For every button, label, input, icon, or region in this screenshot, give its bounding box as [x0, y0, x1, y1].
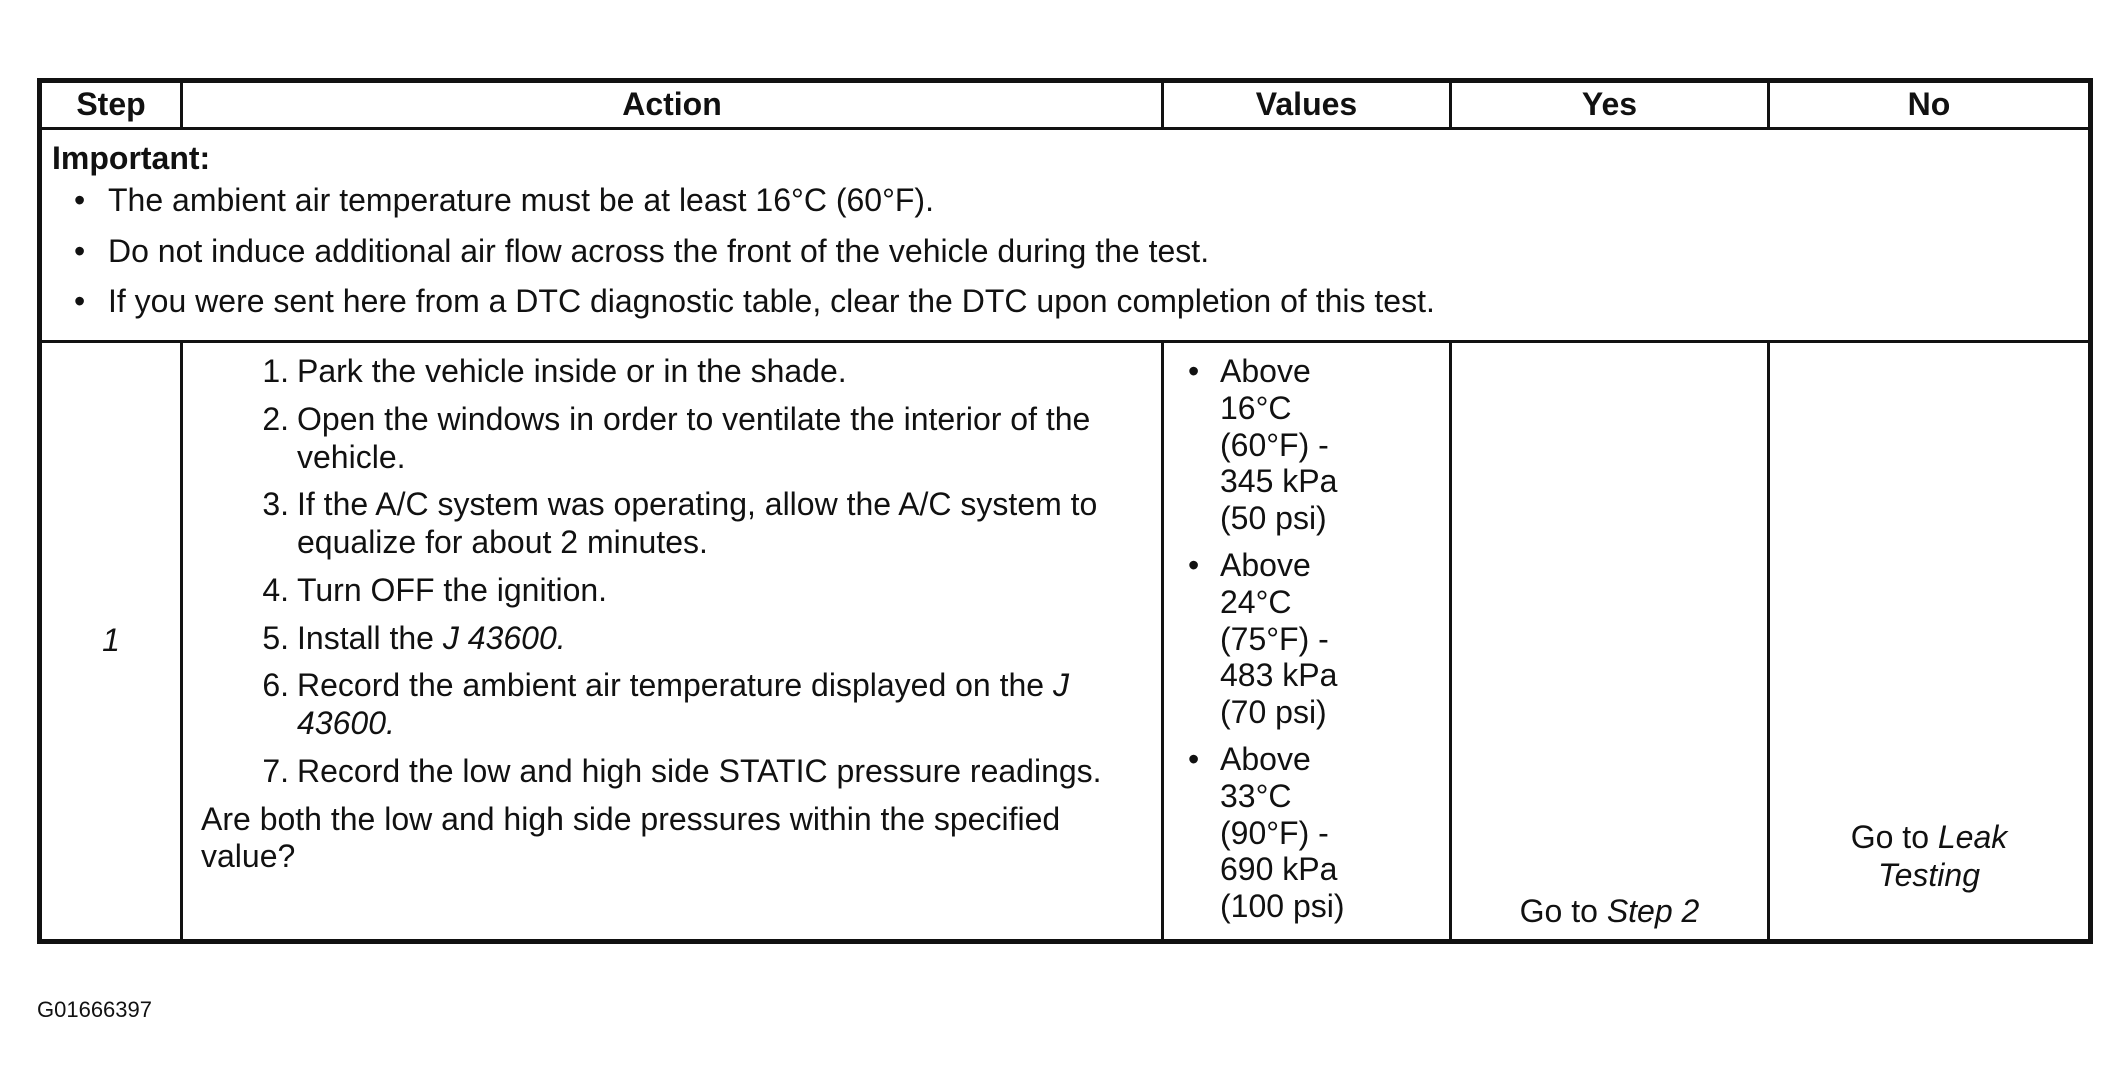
header-values: Values — [1163, 81, 1451, 129]
yes-link[interactable]: Step 2 — [1606, 893, 1700, 930]
action-item — [201, 572, 1143, 610]
important-text: The ambient air temperature must be at least 16°C (60°F). — [108, 181, 934, 218]
value-line: (50 psi) — [1220, 500, 1327, 537]
header-action: Action — [182, 81, 1163, 129]
important-item — [52, 283, 2074, 321]
action-text-suffix: . — [556, 619, 566, 656]
value-line: 16°C — [1220, 389, 1292, 426]
no-prefix: Go to — [1850, 819, 1938, 856]
value-line: 33°C — [1220, 777, 1292, 814]
value-line: (75°F) - — [1220, 620, 1329, 657]
action-list — [201, 353, 1143, 791]
important-text: If you were sent here from a DTC diagnostic table, clear the DTC upon completion of this test. — [108, 283, 1435, 320]
important-title: Important: — [52, 140, 211, 176]
value-line: Above — [1220, 740, 1311, 777]
action-number: 4. — [262, 571, 289, 608]
no-cell — [1769, 342, 2091, 942]
action-item — [201, 620, 1143, 658]
step-number: 1 — [40, 342, 182, 942]
action-number: 5. — [262, 619, 289, 656]
step-question: Are both the low and high side pressures within the specified value? — [201, 800, 1061, 875]
action-number: 3. — [262, 486, 289, 523]
value-line: Above — [1220, 546, 1311, 583]
no-link-part2[interactable]: Testing — [1878, 857, 1980, 894]
action-number: 7. — [262, 752, 289, 789]
header-no: No — [1769, 81, 2091, 129]
action-item — [201, 353, 1143, 391]
bullet-icon: • — [1188, 546, 1200, 583]
value-line: 690 kPa — [1220, 851, 1338, 888]
header-row — [40, 81, 2091, 129]
value-line: (90°F) - — [1220, 814, 1329, 851]
values-list — [1186, 353, 1439, 925]
action-number: 1. — [262, 353, 289, 389]
action-item — [201, 753, 1143, 791]
important-text: Do not induce additional air flow across the front of the vehicle during the test. — [108, 232, 1210, 269]
action-text: Turn OFF the ignition. — [297, 571, 608, 608]
yes-prefix: Go to — [1519, 893, 1607, 930]
bullet-icon: • — [74, 181, 86, 218]
value-line: (60°F) - — [1220, 426, 1329, 463]
no-link-part1[interactable]: Leak — [1937, 819, 2008, 856]
important-item — [52, 182, 2074, 220]
important-item — [52, 233, 2074, 271]
bullet-icon: • — [1188, 740, 1200, 777]
action-cell — [182, 342, 1163, 942]
value-line: (100 psi) — [1220, 888, 1345, 925]
action-item — [201, 401, 1143, 477]
action-text-prefix: Install the — [297, 619, 443, 656]
action-text-suffix: . — [385, 705, 395, 741]
action-text: Park the vehicle inside or in the shade. — [297, 353, 847, 389]
figure-id: G01666397 — [37, 997, 152, 1022]
important-row — [40, 129, 2091, 342]
action-text: If the A/C system was operating, allow the A/C system to equalize for about 2 minutes. — [297, 486, 1098, 560]
action-number: 6. — [262, 667, 289, 704]
tool-name: J 43600 — [442, 619, 557, 656]
values-cell — [1163, 342, 1451, 942]
value-line: 483 kPa — [1220, 657, 1338, 694]
header-step: Step — [40, 81, 182, 129]
action-number: 2. — [262, 400, 289, 437]
bullet-icon: • — [74, 232, 86, 269]
yes-cell — [1451, 342, 1769, 942]
tool-name: J 43600 — [297, 667, 1069, 741]
value-item — [1186, 353, 1439, 537]
value-item — [1186, 741, 1439, 925]
value-line: Above — [1220, 353, 1311, 389]
value-line: 24°C — [1220, 583, 1292, 620]
value-line: (70 psi) — [1220, 694, 1327, 731]
value-item — [1186, 547, 1439, 731]
diagnostic-table — [37, 78, 2093, 944]
action-text: Record the low and high side STATIC pressure readings. — [297, 752, 1102, 789]
action-text: Open the windows in order to ventilate the interior of the vehicle. — [297, 400, 1091, 475]
bullet-icon: • — [74, 283, 86, 320]
bullet-icon: • — [1188, 353, 1200, 389]
step-row — [40, 342, 2091, 942]
important-cell — [40, 129, 2091, 342]
action-item — [201, 667, 1143, 743]
action-text-prefix: Record the ambient air temperature displayed on the — [297, 667, 1053, 704]
header-yes: Yes — [1451, 81, 1769, 129]
value-line: 345 kPa — [1220, 463, 1338, 500]
important-list — [52, 182, 2074, 321]
action-item — [201, 486, 1143, 562]
